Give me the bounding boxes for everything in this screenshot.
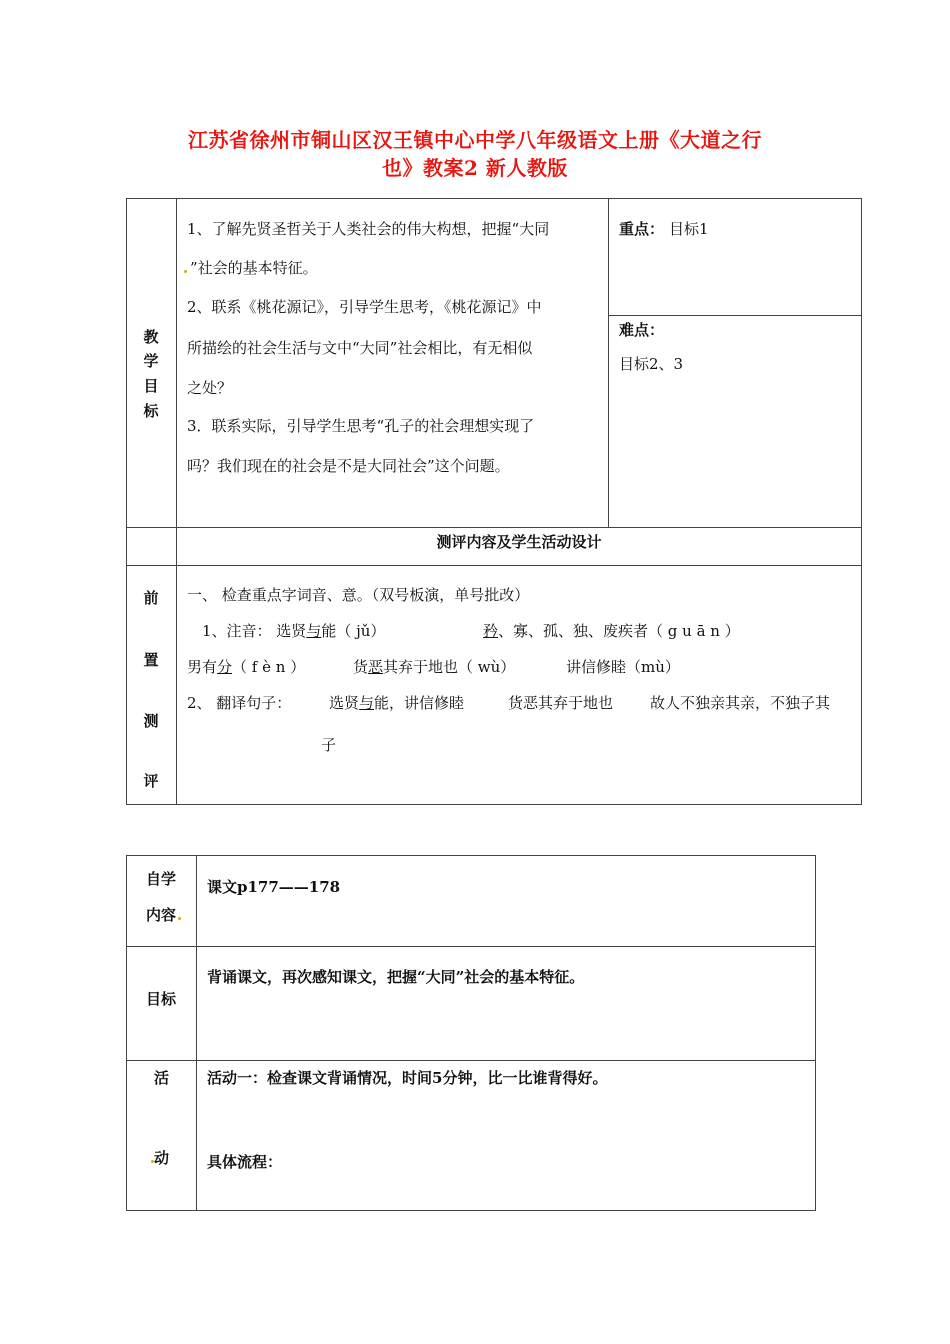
pretest-line-5: 子	[321, 736, 337, 754]
pretest-text: 1、注音： 选贤	[202, 622, 307, 640]
self-study-label: 自学	[146, 870, 177, 888]
pretest-header-char: 测	[143, 712, 159, 730]
pretest-line-4-d: 故人不独亲其亲，不独子其	[650, 694, 831, 712]
table1-row-divider-1	[126, 527, 862, 528]
activity-line-1: 活动一：检查课文背诵情况，时间5分钟，比一比谁背得好。	[207, 1069, 608, 1087]
table1-goals-col-divider	[608, 198, 609, 527]
pretest-text: 、寡、孤、独、废疾者（ g u ā n ）	[498, 622, 740, 640]
goal-line: 2、联系《桃花源记》，引导学生思考，《桃花源记》中	[187, 298, 542, 316]
difficulty-label: 难点：	[619, 321, 665, 339]
pretest-line-2	[202, 621, 385, 641]
pretest-line-4-c: 货恶其弃于地也	[508, 694, 614, 712]
goals-header-char: 标	[143, 402, 159, 420]
pretest-text: 能，讲信修睦	[374, 694, 465, 712]
table1-col-divider	[176, 198, 177, 805]
activity-line-2: 具体流程：	[207, 1153, 283, 1171]
self-study-value: 课文p177——178	[207, 878, 341, 896]
underlined-char: 与	[359, 694, 375, 712]
goal-line: 之处？	[187, 379, 233, 397]
table1-border	[126, 198, 862, 805]
underlined-char: 分	[217, 658, 233, 676]
table2-row-divider-2	[126, 1060, 816, 1061]
document-title-line-1: 江苏省徐州市铜山区汉王镇中心中学八年级语文上册《大道之行	[188, 128, 762, 152]
table1-key-divider	[608, 315, 862, 316]
pretest-line-4: 2、 翻译句子：	[187, 694, 292, 712]
underlined-char: 与	[306, 622, 322, 640]
pretest-header-char: 前	[143, 589, 159, 607]
goal-value: 背诵课文，再次感知课文，把握“大同”社会的基本特征。	[207, 968, 585, 986]
mark-dot	[178, 917, 181, 920]
goal-line: 1、了解先贤圣哲关于人类社会的伟大构想，把握“大同	[187, 220, 550, 238]
goal-label: 目标	[146, 990, 177, 1008]
pretest-text: 男有	[187, 658, 218, 676]
goals-header-char: 目	[143, 377, 159, 395]
pretest-text: 选贤	[329, 694, 360, 712]
section-title: 测评内容及学生活动设计	[436, 533, 602, 551]
pretest-line-3-c: 讲信修睦（mù）	[566, 658, 680, 676]
table2-col-divider	[196, 855, 197, 1211]
difficulty-value: 目标2、3	[619, 355, 684, 373]
document-title-line-2: 也》教案2 新人教版	[382, 156, 568, 180]
pretest-line-3-b	[353, 657, 515, 677]
goals-header-char: 学	[143, 352, 159, 370]
pretest-line-2-b	[483, 621, 740, 641]
goals-header-char: 教	[143, 328, 159, 346]
table2-row-divider-1	[126, 946, 816, 947]
pretest-text: 能（ jǔ）	[321, 622, 386, 640]
self-study-label: 内容	[146, 906, 177, 924]
goal-line: 3．联系实际，引导学生思考“孔子的社会理想实现了	[187, 417, 535, 435]
table1-row-divider-2	[126, 565, 862, 566]
underlined-char: 恶	[368, 658, 384, 676]
pretest-header-char: 评	[143, 772, 159, 790]
goal-line: 吗？我们现在的社会是不是大同社会”这个问题。	[187, 457, 510, 475]
pretest-text: 货	[353, 658, 369, 676]
goal-line: ”社会的基本特征。	[190, 259, 318, 277]
activity-label: 活	[154, 1069, 170, 1087]
pretest-line-1: 一、 检查重点字词音、意。（双号板演，单号批改）	[187, 586, 530, 604]
pretest-text: （ f è n ）	[232, 658, 306, 676]
key-value: 目标1	[669, 220, 709, 238]
pretest-line-4-b	[329, 693, 464, 713]
underlined-char: 矜	[483, 622, 499, 640]
pretest-line-3	[187, 657, 305, 677]
pretest-text: 其弃于地也（ wù）	[383, 658, 516, 676]
activity-label: 动	[154, 1149, 170, 1167]
mark-dot	[184, 270, 187, 273]
key-label: 重点：	[619, 220, 665, 238]
pretest-header-char: 置	[143, 651, 159, 669]
goal-line: 所描绘的社会生活与文中“大同”社会相比，有无相似	[187, 339, 533, 357]
